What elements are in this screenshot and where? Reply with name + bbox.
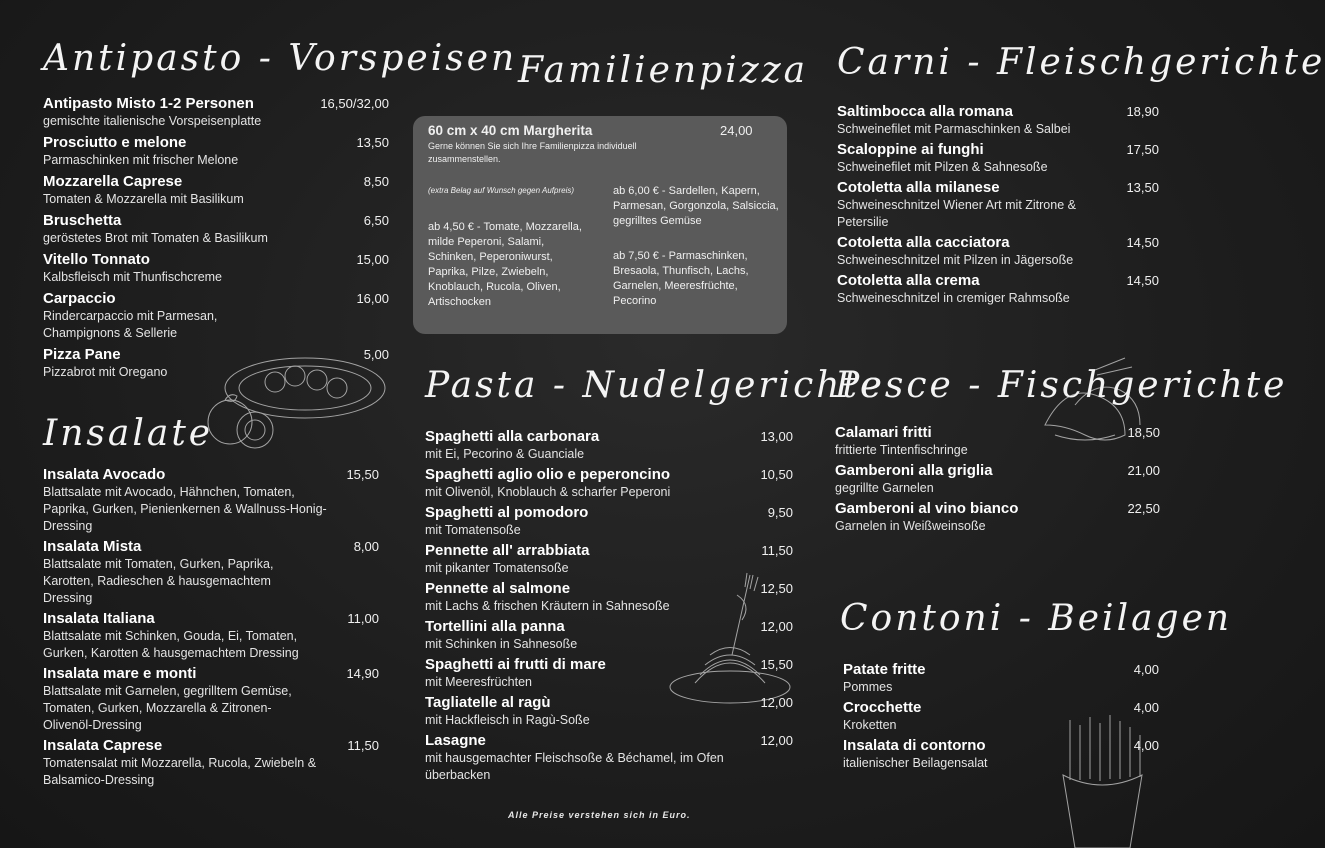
- item-name: Insalata Mista: [43, 538, 142, 555]
- item-price: 14,90: [346, 666, 379, 681]
- item-desc: mit hausgemachter Fleischsoße & Béchamel, im Ofen überbacken: [425, 751, 724, 782]
- menu-item: [43, 95, 389, 130]
- item-price: 18,90: [1126, 104, 1159, 119]
- item-desc: mit Tomatensoße: [425, 523, 521, 537]
- item-name: Vitello Tonnato: [43, 251, 150, 268]
- item-name: Pizza Pane: [43, 346, 121, 363]
- item-price: 8,50: [363, 174, 389, 189]
- item-price: 4,00: [1133, 738, 1159, 753]
- item-desc: mit pikanter Tomatensoße: [425, 561, 569, 575]
- carni-title: Carni - Fleischgerichte: [837, 42, 1325, 83]
- menu-item: [835, 424, 1160, 459]
- item-price: 15,50: [346, 467, 379, 482]
- pasta-list: [425, 428, 793, 784]
- menu-item: [425, 542, 793, 577]
- item-name: Carpaccio: [43, 290, 116, 307]
- familienpizza-title: Familienpizza: [518, 50, 809, 91]
- menu-item: [425, 732, 793, 784]
- item-name: Insalata Italiana: [43, 610, 155, 627]
- item-desc: Parmaschinken mit frischer Melone: [43, 153, 239, 167]
- item-name: Cotoletta alla crema: [837, 272, 980, 289]
- item-desc: mit Hackfleisch in Ragù-Soße: [425, 713, 590, 727]
- item-price: 16,50/32,00: [320, 96, 389, 111]
- item-desc: Tomaten & Mozzarella mit Basilikum: [43, 192, 244, 206]
- item-name: Mozzarella Caprese: [43, 173, 183, 190]
- item-desc: Schweineschnitzel in cremiger Rahmsoße: [837, 291, 1070, 305]
- item-name: Pennette al salmone: [425, 580, 571, 597]
- item-name: Calamari fritti: [835, 424, 932, 441]
- menu-item: [843, 699, 1159, 734]
- item-desc: geröstetes Brot mit Tomaten & Basilikum: [43, 231, 268, 245]
- item-name: Scaloppine ai funghi: [837, 141, 984, 158]
- item-price: 16,00: [356, 291, 389, 306]
- menu-item: [43, 212, 389, 247]
- menu-item: [425, 580, 793, 615]
- item-name: Lasagne: [425, 732, 486, 749]
- menu-item: [43, 346, 389, 381]
- item-name: Tagliatelle al ragù: [425, 694, 551, 711]
- item-price: 17,50: [1126, 142, 1159, 157]
- menu-item: [43, 737, 379, 789]
- menu-item: [43, 665, 379, 734]
- menu-item: [425, 504, 793, 539]
- item-name: Insalata mare e monti: [43, 665, 197, 682]
- topping-tier-2: ab 6,00 € - Sardellen, Kapern, Parmesan, Gorgonzola, Salsiccia, gegrilltes Gemüse: [613, 185, 779, 227]
- item-desc: gegrillte Garnelen: [835, 481, 934, 495]
- item-desc: italienischer Beilagensalat: [843, 756, 988, 770]
- menu-item: [837, 141, 1159, 176]
- item-name: Insalata Avocado: [43, 466, 166, 483]
- pesce-section: [835, 365, 1288, 535]
- item-desc: mit Ei, Pecorino & Guanciale: [425, 447, 585, 461]
- menu-item: [837, 234, 1159, 269]
- item-price: 4,00: [1133, 662, 1159, 677]
- contorni-title: Contoni - Beilagen: [840, 598, 1233, 639]
- footer-note: Alle Preise verstehen sich in Euro.: [508, 810, 691, 820]
- item-price: 4,00: [1133, 700, 1159, 715]
- menu-item: [43, 538, 379, 607]
- familienpizza-price: 24,00: [720, 123, 753, 138]
- item-name: Spaghetti aglio olio e peperoncino: [425, 466, 671, 483]
- antipasto-title: Antipasto - Vorspeisen: [43, 38, 518, 79]
- item-name: Pennette all' arrabbiata: [425, 542, 590, 559]
- item-desc: mit Schinken in Sahnesoße: [425, 637, 578, 651]
- antipasto-list: [43, 95, 389, 381]
- pesce-title: Pesce - Fischgerichte: [835, 365, 1288, 406]
- item-desc: Schweineschnitzel mit Pilzen in Jägersoße: [837, 253, 1074, 267]
- item-desc: mit Meeresfrüchten: [425, 675, 532, 689]
- item-name: Insalata di contorno: [843, 737, 986, 754]
- menu-item: [837, 272, 1159, 307]
- carni-section: [837, 42, 1325, 307]
- item-desc: Tomatensalat mit Mozzarella, Rucola, Zwiebeln & Balsamico-Dressing: [43, 756, 317, 787]
- item-price: 10,50: [760, 467, 793, 482]
- item-price: 15,50: [760, 657, 793, 672]
- item-desc: Blattsalate mit Tomaten, Gurken, Paprika, Karotten, Radieschen & hausgemachtem Dressing: [43, 557, 274, 605]
- item-price: 14,50: [1126, 235, 1159, 250]
- pesce-list: [835, 424, 1160, 535]
- menu-item: [425, 466, 793, 501]
- menu-item: [43, 134, 389, 169]
- menu-item: [425, 656, 793, 691]
- item-name: Insalata Caprese: [43, 737, 163, 754]
- contorni-section: [840, 598, 1233, 772]
- item-price: 12,50: [760, 581, 793, 596]
- item-name: Antipasto Misto 1-2 Personen: [43, 95, 254, 112]
- item-name: Cotoletta alla cacciatora: [837, 234, 1010, 251]
- item-desc: Garnelen in Weißweinsoße: [835, 519, 986, 533]
- menu-item: [837, 179, 1159, 231]
- item-desc: Blattsalate mit Garnelen, gegrilltem Gemüse, Tomaten, Gurken, Mozzarella & Zitronen-Olivenöl-Dressing: [43, 684, 292, 732]
- item-price: 6,50: [363, 213, 389, 228]
- item-price: 22,50: [1127, 501, 1160, 516]
- item-desc: Blattsalate mit Avocado, Hähnchen, Tomaten, Paprika, Gurken, Pienienkernen & Wallnuss-Honig-Dressing: [43, 485, 327, 533]
- item-name: Patate fritte: [843, 661, 926, 678]
- item-desc: Schweineschnitzel Wiener Art mit Zitrone & Petersilie: [837, 198, 1076, 229]
- menu-item: [425, 694, 793, 729]
- menu-item: [837, 103, 1159, 138]
- familienpizza-note: Gerne können Sie sich Ihre Familienpizza individuell zusammenstellen.: [428, 141, 637, 164]
- menu-item: [835, 462, 1160, 497]
- familienpizza-item-name: 60 cm x 40 cm Margherita: [428, 123, 593, 138]
- menu-item: [425, 428, 793, 463]
- insalate-section: [43, 413, 379, 789]
- item-desc: gemischte italienische Vorspeisenplatte: [43, 114, 262, 128]
- item-price: 21,00: [1127, 463, 1160, 478]
- item-desc: Schweinefilet mit Pilzen & Sahnesoße: [837, 160, 1048, 174]
- item-desc: Kroketten: [843, 718, 897, 732]
- item-name: Tortellini alla panna: [425, 618, 565, 635]
- item-name: Crocchette: [843, 699, 922, 716]
- item-price: 5,00: [363, 347, 389, 362]
- item-desc: Pizzabrot mit Oregano: [43, 365, 168, 379]
- menu-item: [43, 173, 389, 208]
- item-name: Gamberoni alla griglia: [835, 462, 993, 479]
- insalate-title: Insalate: [43, 413, 214, 454]
- item-desc: Blattsalate mit Schinken, Gouda, Ei, Tomaten, Gurken, Karotten & hausgemachtem Dressing: [43, 629, 299, 660]
- menu-item: [43, 610, 379, 662]
- item-price: 13,50: [1126, 180, 1159, 195]
- item-price: 12,00: [760, 695, 793, 710]
- menu-item: [843, 737, 1159, 772]
- familienpizza-extra-note: (extra Belag auf Wunsch gegen Aufpreis): [428, 186, 575, 195]
- item-name: Spaghetti ai frutti di mare: [425, 656, 606, 673]
- menu-item: [425, 618, 793, 653]
- contorni-list: [840, 661, 1159, 772]
- item-price: 18,50: [1127, 425, 1160, 440]
- item-price: 11,50: [761, 543, 793, 558]
- item-price: 13,00: [760, 429, 793, 444]
- topping-tier-1: ab 4,50 € - Tomate, Mozzarella, milde Peperoni, Salami, Schinken, Peperoniwurst, Paprika, Pilze, Zwiebeln, Knoblauch, Rucola, Oliven, Artischocken: [428, 221, 582, 308]
- item-name: Bruschetta: [43, 212, 122, 229]
- item-name: Spaghetti al pomodoro: [425, 504, 589, 521]
- item-name: Cotoletta alla milanese: [837, 179, 1000, 196]
- item-name: Spaghetti alla carbonara: [425, 428, 600, 445]
- item-price: 12,00: [760, 733, 793, 748]
- item-desc: Pommes: [843, 680, 893, 694]
- item-name: Saltimbocca alla romana: [837, 103, 1013, 120]
- menu-item: [843, 661, 1159, 696]
- insalate-list: [43, 466, 379, 789]
- item-desc: Schweinefilet mit Parmaschinken & Salbei: [837, 122, 1071, 136]
- item-price: 15,00: [356, 252, 389, 267]
- item-price: 12,00: [760, 619, 793, 634]
- menu-item: [43, 251, 389, 286]
- pasta-title: Pasta - Nudelgerichte: [425, 365, 885, 406]
- item-desc: Kalbsfleisch mit Thunfischcreme: [43, 270, 223, 284]
- item-desc: Rindercarpaccio mit Parmesan, Champignons & Sellerie: [43, 309, 218, 340]
- item-price: 11,00: [347, 611, 379, 626]
- item-price: 11,50: [347, 738, 379, 753]
- item-price: 14,50: [1126, 273, 1159, 288]
- menu-item: [43, 290, 389, 342]
- item-name: Prosciutto e melone: [43, 134, 187, 151]
- familienpizza-box: [413, 116, 787, 334]
- topping-tier-3: ab 7,50 € - Parmaschinken, Bresaola, Thunfisch, Lachs, Garnelen, Meeresfrüchte, Pecorino: [613, 250, 749, 307]
- item-desc: mit Olivenöl, Knoblauch & scharfer Peperoni: [425, 485, 671, 499]
- item-name: Gamberoni al vino bianco: [835, 500, 1019, 517]
- menu-item: [835, 500, 1160, 535]
- item-desc: mit Lachs & frischen Kräutern in Sahnesoße: [425, 599, 670, 613]
- item-price: 9,50: [767, 505, 793, 520]
- item-desc: frittierte Tintenfischringe: [835, 443, 968, 457]
- item-price: 13,50: [356, 135, 389, 150]
- item-price: 8,00: [353, 539, 379, 554]
- carni-list: [837, 103, 1159, 307]
- menu-item: [43, 466, 379, 535]
